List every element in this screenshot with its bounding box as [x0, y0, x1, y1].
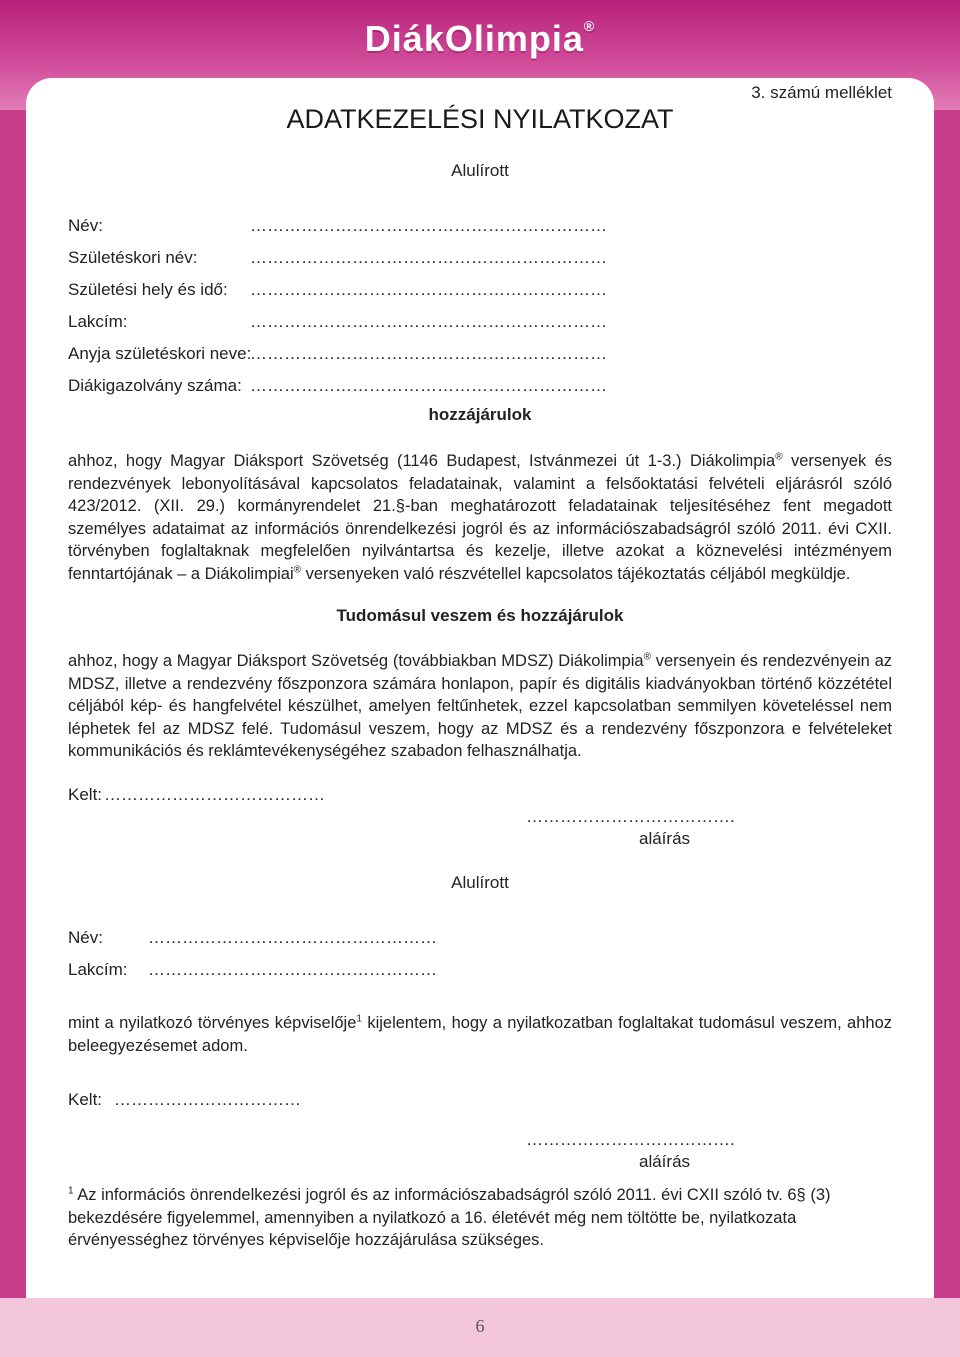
annex-label: 3. számú melléklet — [751, 83, 892, 102]
date-field-1[interactable]: Kelt: ………………………………… — [68, 785, 325, 804]
field-address[interactable]: Lakcím: ……………………………………………………… — [68, 312, 607, 331]
media-consent-paragraph: ahhoz, hogy a Magyar Diáksport Szövetség (továbbiakban MDSZ) Diákolimpia® versenyein és rendezvényein az MDSZ, illetve a rendezvény főszponzora számára honlapon, papír és digitális kiadványokban történő közzététel céljából kép- és hangfelvétel készülhet, amelyen feltűnhetek, ezzel kapcsolatban semmilyen követeléssel nem léphetek fel az MDSZ felé. Tudomásul veszem, hogy az MDSZ és a rendezvény főszponzora e felvételeket kommunikációs és reklámtevékenységéhez szabadon felhasználhatja. — [68, 651, 892, 760]
footnote: $^1$ Az információs önrendelkezési jogról és az információszabadságról szóló 2011. évi CXII szóló tv. 6§ (3) bekezdésére figyelemmel, amennyiben a nyilatkozó a 16. életévét még nem töltötte be, nyilatkozata érvényességhez törvényes képviselője hozzájárulása szükséges. — [68, 1185, 831, 1249]
signature-line-2[interactable]: ………………………………. — [526, 1130, 735, 1149]
consent-paragraph: ahhoz, hogy Magyar Diáksport Szövetség (1146 Budapest, Istvánmezei út 1-3.) Diákolimpia® versenyek és rendezvények lebonyolításával kapcsolatos feladatainak, valamint a felsőoktatási felvételi eljárásról szóló 423/2012. (XII. 29.) kormányrendelet 21.§-ban meghatározott feladatainak teljesítéséhez fent megadott személyes adataimat az információs önrendelkezési jogról és az információszabadságról szóló 2011. évi CXII. törvényben foglaltaknak megfelelően nyilvántartsa és kezelje, illetve azokat a köznevelési intézményem fenntartójának – a Diákolimpiai® versenyeken való részvétellel kapcsolatos tájékoztatás céljából megküldje. — [68, 451, 893, 583]
signature-label-1: aláírás — [639, 829, 691, 848]
undersigned-label: Alulírott — [451, 161, 509, 180]
field-birth-place-date[interactable]: Születési hely és idő: ……………………………………………………… — [68, 280, 607, 299]
field-name[interactable]: Név: ……………………………………………………… — [68, 216, 607, 235]
undersigned-label-2: Alulírott — [451, 873, 509, 892]
page-number: 6 — [475, 1316, 485, 1336]
guardian-paragraph: mint a nyilatkozó törvényes képviselője$^1$ kijelentem, hogy a nyilatkozatban foglaltakat tudomásul veszem, ahhoz beleegyezésemet adom. — [68, 1013, 892, 1055]
date-field-2[interactable]: Kelt: …………………………… — [68, 1090, 301, 1109]
field-student-id[interactable]: Diákigazolvány száma: ……………………………………………………… — [68, 376, 607, 395]
signature-line-1[interactable]: ………………………………. — [526, 807, 735, 826]
signature-label-2: aláírás — [639, 1152, 691, 1171]
field-birth-name[interactable]: Születéskori név: ……………………………………………………… — [68, 248, 607, 267]
field-mother-name[interactable]: Anyja születéskori neve: ……………………………………………………… — [68, 344, 607, 363]
page-title: ADATKEZELÉSI NYILATKOZAT — [286, 104, 674, 134]
guardian-name-field[interactable]: Név: …………………………………………… — [68, 928, 437, 947]
guardian-address-field[interactable]: Lakcím: …………………………………………… — [68, 960, 437, 979]
consent-heading: hozzájárulok — [428, 405, 532, 424]
diakolimpia-logo: DiákOlimpia® — [364, 18, 596, 59]
acknowledge-heading: Tudomásul veszem és hozzájárulok — [336, 606, 624, 625]
